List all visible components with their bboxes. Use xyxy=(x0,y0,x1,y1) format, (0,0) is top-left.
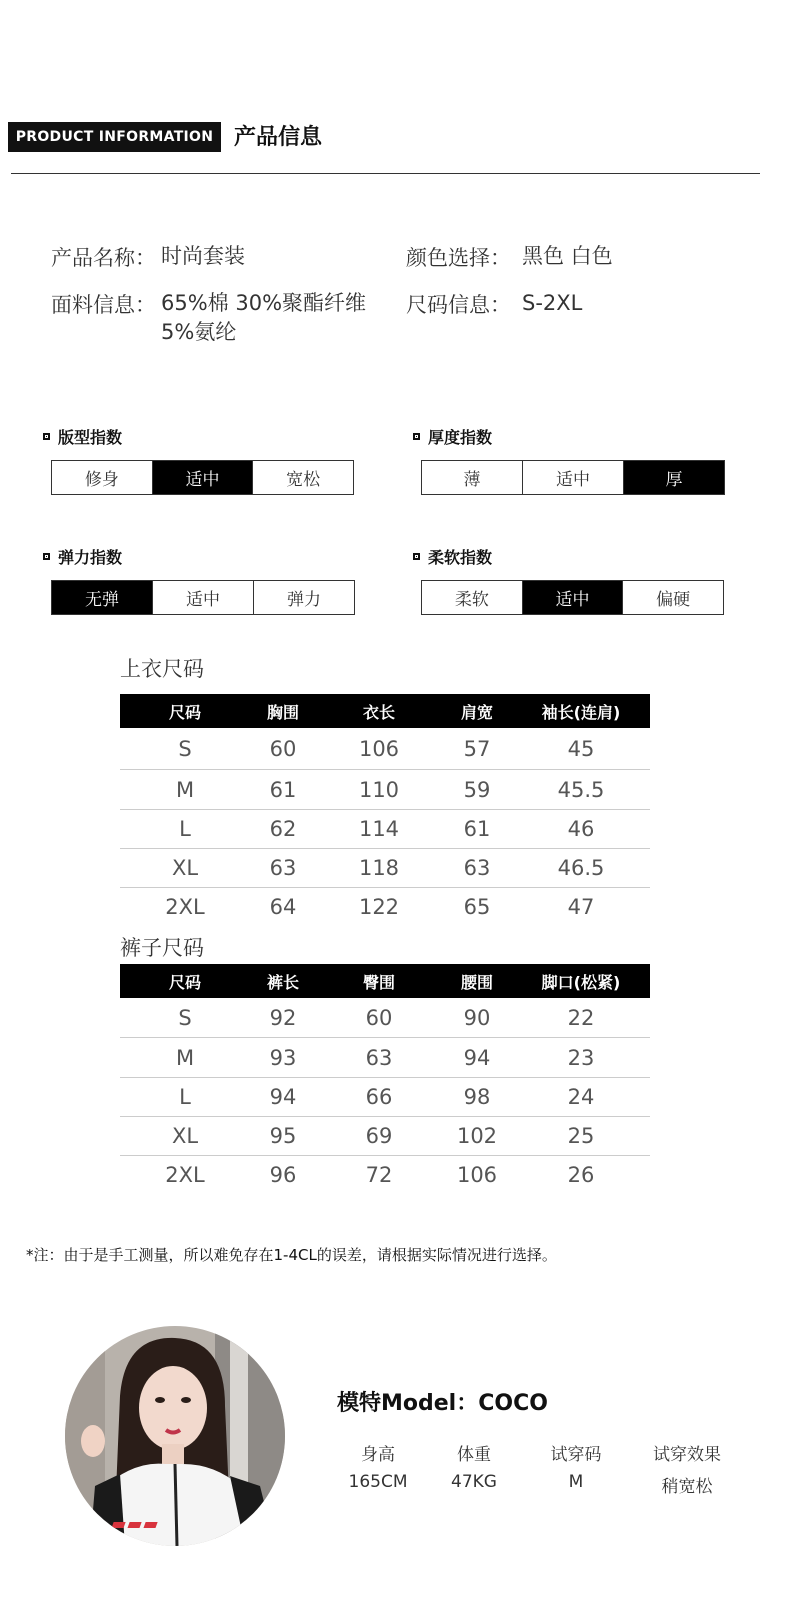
pants-size-caption: 裤子尺码 xyxy=(120,936,204,960)
table-cell: 94 xyxy=(463,1045,491,1070)
table-cell: XL xyxy=(171,1124,199,1148)
page-title: 产品信息 xyxy=(234,125,323,150)
square-bullet-icon xyxy=(413,553,420,560)
table-cell: 24 xyxy=(567,1085,595,1109)
table-cell: 66 xyxy=(365,1085,393,1109)
model-stats xyxy=(330,1440,750,1504)
product-name-label: 产品名称： xyxy=(51,246,156,270)
softness-index-scale xyxy=(421,580,724,615)
model-stats-labels xyxy=(330,1440,750,1472)
table-cell: 102 xyxy=(456,1124,498,1148)
table-row xyxy=(120,1156,650,1194)
top-size-table xyxy=(120,694,650,926)
table-cell: 46.5 xyxy=(557,856,605,880)
table-header xyxy=(120,964,650,998)
header-cell: 脚口(松紧) xyxy=(541,972,621,992)
table-cell: 60 xyxy=(269,736,297,761)
table-cell: 63 xyxy=(365,1045,393,1070)
fit-option: 宽松 xyxy=(253,461,353,494)
softness-index-title xyxy=(413,545,492,568)
thickness-index-title xyxy=(413,425,492,448)
square-bullet-icon xyxy=(413,433,420,440)
table-cell: 45 xyxy=(567,736,595,761)
elasticity-option-selected: 无弹 xyxy=(52,581,153,614)
table-cell: M xyxy=(175,1045,195,1070)
table-cell: S xyxy=(178,736,192,761)
table-cell: 59 xyxy=(463,777,491,802)
table-cell: 98 xyxy=(463,1085,491,1109)
table-cell: 106 xyxy=(358,736,400,761)
elasticity-index-title xyxy=(43,545,122,568)
table-cell: 46 xyxy=(567,817,595,841)
table-cell: 61 xyxy=(463,817,491,841)
size-label: 尺码信息： xyxy=(406,293,511,317)
header-cell: 尺码 xyxy=(168,702,201,722)
header-cell: 腰围 xyxy=(460,972,493,992)
table-cell: 26 xyxy=(567,1163,595,1187)
fit-option: 修身 xyxy=(52,461,153,494)
table-row xyxy=(120,888,650,926)
table-cell: 106 xyxy=(456,1163,498,1187)
table-cell: 45.5 xyxy=(557,777,605,802)
table-cell: 122 xyxy=(358,895,400,919)
table-cell: 25 xyxy=(567,1124,595,1148)
table-cell: 63 xyxy=(463,856,491,880)
trial-effect-label: 试穿效果 xyxy=(653,1445,721,1465)
table-cell: XL xyxy=(171,856,199,880)
top-size-caption: 上衣尺码 xyxy=(120,657,204,681)
table-cell: 63 xyxy=(269,856,297,880)
trial-effect-value: 稍宽松 xyxy=(661,1477,713,1497)
thickness-option-selected: 厚 xyxy=(624,461,724,494)
table-cell: 118 xyxy=(358,856,400,880)
table-cell: 65 xyxy=(463,895,491,919)
table-cell: 2XL xyxy=(165,1163,205,1187)
fit-index-title xyxy=(43,425,122,448)
header-cell: 臀围 xyxy=(362,972,395,992)
table-cell: 60 xyxy=(365,1005,393,1030)
thickness-option: 薄 xyxy=(422,461,523,494)
table-cell: 61 xyxy=(269,777,297,802)
height-label: 身高 xyxy=(361,1445,395,1465)
color-label: 颜色选择： xyxy=(406,246,511,270)
size-value: S-2XL xyxy=(522,291,583,315)
square-bullet-icon xyxy=(43,553,50,560)
elasticity-index-scale xyxy=(51,580,355,615)
measurement-note: *注：由于是手工测量，所以难免存在1-4CL的误差，请根据实际情况进行选择。 xyxy=(26,1246,557,1264)
product-name-value: 时尚套装 xyxy=(161,244,245,268)
table-cell: S xyxy=(178,1005,192,1030)
elasticity-option: 弹力 xyxy=(254,581,354,614)
header-cell: 肩宽 xyxy=(460,702,493,722)
table-row xyxy=(120,1078,650,1117)
table-cell: 93 xyxy=(269,1045,297,1070)
softness-option: 柔软 xyxy=(422,581,523,614)
table-cell: 90 xyxy=(463,1005,491,1030)
header-cell: 胸围 xyxy=(266,702,299,722)
table-header xyxy=(120,694,650,728)
model-photo xyxy=(65,1326,285,1546)
table-cell: 110 xyxy=(358,777,400,802)
table-cell: 62 xyxy=(269,817,297,841)
fabric-value-line2: 5%氨纶 xyxy=(161,320,237,344)
table-row xyxy=(120,849,650,888)
header-cell: 裤长 xyxy=(266,972,299,992)
header-divider xyxy=(11,173,760,174)
softness-option: 偏硬 xyxy=(623,581,723,614)
model-stats-values xyxy=(330,1472,750,1504)
trial-size-value: M xyxy=(568,1472,584,1492)
softness-index-label: 柔软指数 xyxy=(428,548,493,567)
header-cell: 衣长 xyxy=(362,702,395,722)
height-value: 165CM xyxy=(348,1472,408,1492)
trial-size-label: 试穿码 xyxy=(550,1445,602,1465)
square-bullet-icon xyxy=(43,433,50,440)
table-cell: 64 xyxy=(269,895,297,919)
table-cell: 2XL xyxy=(165,895,205,919)
table-cell: 22 xyxy=(567,1005,595,1030)
fit-index-label: 版型指数 xyxy=(58,428,123,447)
elasticity-option: 适中 xyxy=(153,581,254,614)
pants-size-table xyxy=(120,964,650,1194)
model-title: 模特Model：COCO xyxy=(337,1391,548,1416)
product-info-badge: PRODUCT INFORMATION xyxy=(8,122,221,152)
thickness-index-scale xyxy=(421,460,725,495)
fit-index-scale xyxy=(51,460,354,495)
header-cell: 袖长(连肩) xyxy=(541,702,621,722)
table-cell: 114 xyxy=(358,817,400,841)
fit-option-selected: 适中 xyxy=(153,461,254,494)
color-value: 黑色 白色 xyxy=(522,244,613,268)
table-row xyxy=(120,770,650,810)
softness-option-selected: 适中 xyxy=(523,581,624,614)
fabric-value-line1: 65%棉 30%聚酯纤维 xyxy=(161,291,367,315)
table-row xyxy=(120,728,650,770)
table-cell: 94 xyxy=(269,1085,297,1109)
table-cell: 23 xyxy=(567,1045,595,1070)
table-cell: L xyxy=(179,1085,191,1109)
table-cell: 96 xyxy=(269,1163,297,1187)
table-cell: M xyxy=(175,777,195,802)
weight-label: 体重 xyxy=(457,1445,491,1465)
table-cell: 92 xyxy=(269,1005,297,1030)
table-row xyxy=(120,1038,650,1078)
table-cell: 95 xyxy=(269,1124,297,1148)
table-cell: 69 xyxy=(365,1124,393,1148)
elasticity-index-label: 弹力指数 xyxy=(58,548,123,567)
table-row xyxy=(120,810,650,849)
header-cell: 尺码 xyxy=(168,972,201,992)
model-portrait-image xyxy=(65,1326,285,1546)
table-cell: 72 xyxy=(365,1163,393,1187)
table-cell: L xyxy=(179,817,191,841)
weight-value: 47KG xyxy=(451,1472,497,1492)
fabric-label: 面料信息： xyxy=(51,293,156,317)
table-cell: 47 xyxy=(567,895,595,919)
thickness-index-label: 厚度指数 xyxy=(428,428,493,447)
thickness-option: 适中 xyxy=(523,461,624,494)
table-cell: 57 xyxy=(463,736,491,761)
table-row xyxy=(120,998,650,1038)
table-row xyxy=(120,1117,650,1156)
